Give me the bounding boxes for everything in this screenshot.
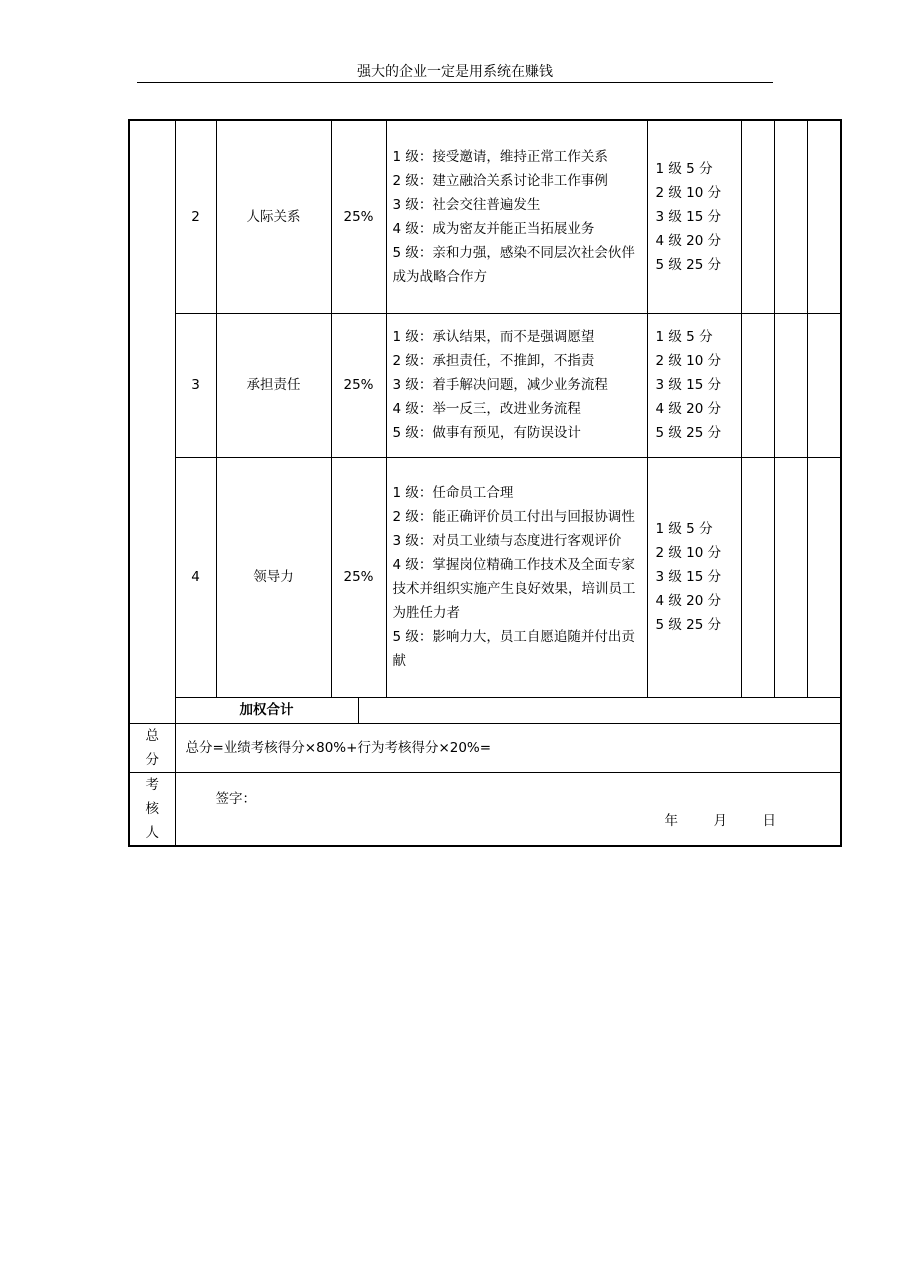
level-descriptions bbox=[386, 457, 647, 697]
date-year-label: 年 bbox=[664, 812, 678, 829]
reviewer-label: 考 核 人 bbox=[129, 772, 175, 846]
weighted-total-value[interactable] bbox=[358, 697, 841, 723]
final-score-cell[interactable] bbox=[807, 120, 841, 313]
item-weight: 25% bbox=[331, 313, 386, 457]
row-number: 3 bbox=[175, 313, 216, 457]
item-weight: 25% bbox=[331, 457, 386, 697]
level-text: 3 级：对员工业绩与态度进行客观评价 bbox=[392, 533, 622, 549]
score-text: 5 级 25 分 bbox=[655, 425, 722, 441]
reviewer-row bbox=[129, 772, 841, 846]
row-number: 2 bbox=[175, 120, 216, 313]
score-text: 3 级 15 分 bbox=[655, 208, 722, 225]
score-text: 4 级 20 分 bbox=[655, 232, 722, 249]
category-cell bbox=[129, 120, 175, 723]
score-scale bbox=[647, 457, 741, 697]
level-text: 5 级：影响力大，员工自愿追随并付出贡献 bbox=[392, 629, 635, 669]
level-descriptions bbox=[386, 313, 647, 457]
item-name: 领导力 bbox=[216, 457, 331, 697]
signature-area[interactable] bbox=[175, 772, 841, 846]
score-text: 5 级 25 分 bbox=[655, 256, 722, 273]
date-day-label: 日 bbox=[762, 812, 776, 829]
score-text: 2 级 10 分 bbox=[655, 353, 722, 369]
level-text: 1 级：接受邀请，维持正常工作关系 bbox=[392, 148, 608, 165]
item-name: 承担责任 bbox=[216, 313, 331, 457]
row-number: 4 bbox=[175, 457, 216, 697]
item-weight: 25% bbox=[331, 120, 386, 313]
table-row bbox=[129, 313, 841, 457]
self-score-cell[interactable] bbox=[741, 313, 774, 457]
behavior-assessment-table bbox=[128, 119, 842, 847]
table-row bbox=[129, 457, 841, 697]
total-score-label: 总 分 bbox=[129, 723, 175, 772]
level-text: 2 级：建立融洽关系讨论非工作事例 bbox=[392, 172, 608, 189]
score-text: 5 级 25 分 bbox=[655, 617, 722, 633]
level-descriptions bbox=[386, 120, 647, 313]
score-text: 1 级 5 分 bbox=[655, 521, 713, 537]
self-score-cell[interactable] bbox=[741, 120, 774, 313]
level-text: 2 级：能正确评价员工付出与回报协调性 bbox=[392, 509, 635, 525]
score-text: 2 级 10 分 bbox=[655, 545, 722, 561]
score-text: 3 级 15 分 bbox=[655, 569, 722, 585]
score-text: 4 级 20 分 bbox=[655, 401, 722, 417]
manager-score-cell[interactable] bbox=[774, 457, 807, 697]
signature-label: 签字： bbox=[215, 790, 256, 807]
level-text: 4 级：举一反三，改进业务流程 bbox=[392, 401, 581, 417]
weighted-total-row bbox=[129, 697, 841, 723]
level-text: 3 级：着手解决问题，减少业务流程 bbox=[392, 377, 608, 393]
weighted-total-label: 加权合计 bbox=[175, 697, 358, 723]
total-score-row bbox=[129, 723, 841, 772]
level-text: 5 级：亲和力强，感染不同层次社会伙伴成为战略合作方 bbox=[392, 244, 635, 285]
final-score-cell[interactable] bbox=[807, 457, 841, 697]
manager-score-cell[interactable] bbox=[774, 120, 807, 313]
level-text: 4 级：掌握岗位精确工作技术及全面专家技术并组织实施产生良好效果，培训员工为胜任力者 bbox=[392, 557, 636, 621]
score-text: 4 级 20 分 bbox=[655, 593, 722, 609]
level-text: 4 级：成为密友并能正当拓展业务 bbox=[392, 220, 595, 237]
header-rule bbox=[137, 82, 773, 83]
level-text: 1 级：任命员工合理 bbox=[392, 485, 514, 501]
self-score-cell[interactable] bbox=[741, 457, 774, 697]
table-row bbox=[129, 120, 841, 313]
total-score-formula: 总分=业绩考核得分×80%+行为考核得分×20%= bbox=[175, 723, 841, 772]
score-scale bbox=[647, 120, 741, 313]
item-name: 人际关系 bbox=[216, 120, 331, 313]
score-text: 3 级 15 分 bbox=[655, 377, 722, 393]
level-text: 1 级：承认结果，而不是强调愿望 bbox=[392, 329, 595, 345]
date-month-label: 月 bbox=[713, 812, 727, 829]
score-scale bbox=[647, 313, 741, 457]
page-header-title: 强大的企业一定是用系统在赚钱 bbox=[357, 64, 553, 80]
manager-score-cell[interactable] bbox=[774, 313, 807, 457]
score-text: 1 级 5 分 bbox=[655, 329, 713, 345]
score-text: 1 级 5 分 bbox=[655, 160, 713, 177]
final-score-cell[interactable] bbox=[807, 313, 841, 457]
level-text: 3 级：社会交往普遍发生 bbox=[392, 196, 541, 213]
level-text: 2 级：承担责任，不推卸，不指责 bbox=[392, 353, 595, 369]
score-text: 2 级 10 分 bbox=[655, 184, 722, 201]
level-text: 5 级：做事有预见，有防误设计 bbox=[392, 425, 581, 441]
